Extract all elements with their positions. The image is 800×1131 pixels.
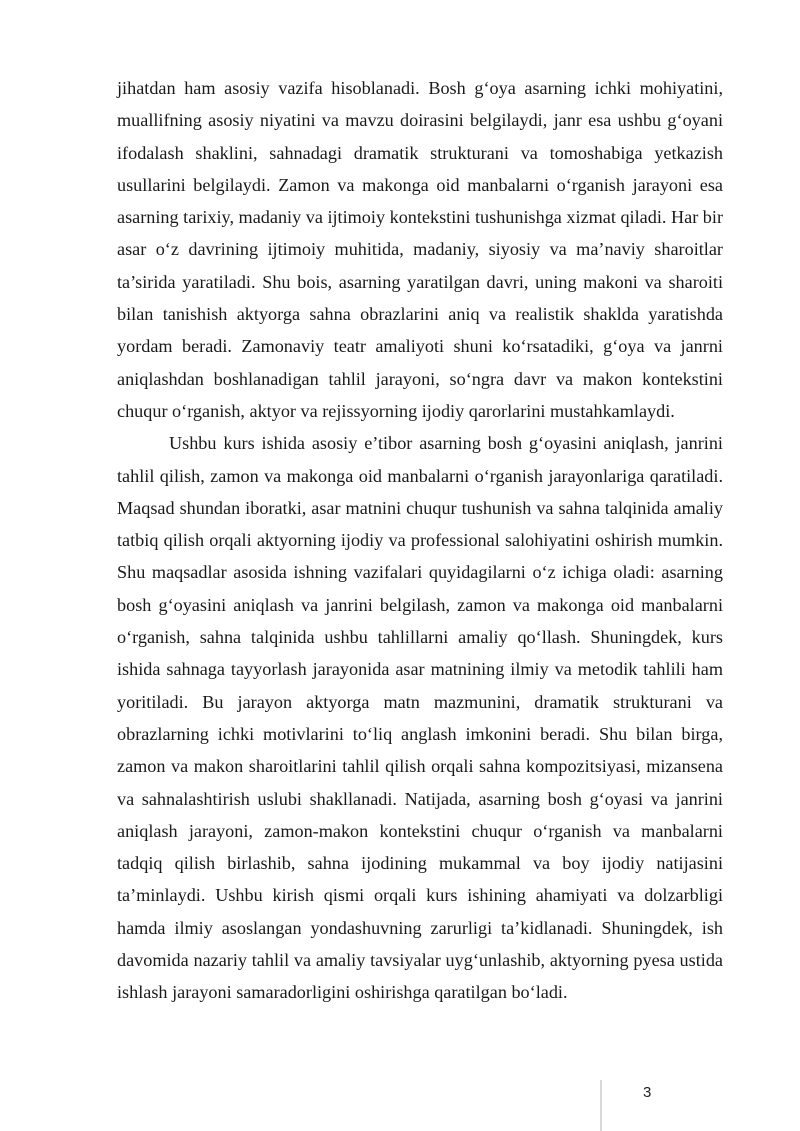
paragraph-2: Ushbu kurs ishida asosiy e’tibor asarning bosh g‘oyasini aniqlash, janrini tahlil qilish, zamon va makonga oid manbalarni o‘rganish jarayonlariga qaratiladi. Maqsad shundan iboratki, asar matnini chuqur tushunish va sahna talqinida amaliy tatbiq qilish orqali aktyorning ijodiy va professional salohiyatini oshirish mumkin. Shu maqsadlar asosida ishning vazifalari quyidagilarni o‘z ichiga oladi: asarning bosh g‘oyasini aniqlash va janrini belgilash, zamon va makonga oid manbalarni o‘rganish, sahna talqinida ushbu tahlillarni amaliy qo‘llash. Shuningdek, kurs ishida sahnaga tayyorlash jarayonida asar matnining ilmiy va metodik tahlili ham yoritiladi. Bu jarayon aktyorga matn mazmunini, dramatik strukturani va obrazlarning ichki motivlarini to‘liq anglash imkonini beradi. Shu bilan birga, zamon va makon sharoitlarini tahlil qilish orqali sahna kompozitsiyasi, mizansena va sahnalashtirish uslubi shakllanadi. Natijada, asarning bosh g‘oyasi va janrini aniqlash jarayoni, zamon-makon kontekstini chuqur o‘rganish va manbalarni tadqiq qilish birlashib, sahna ijodining mukammal va boy ijodiy natijasini ta’minlaydi. Ushbu kirish qismi orqali kurs ishining ahamiyati va dolzarbligi hamda ilmiy asoslangan yondashuvning zarurligi ta’kidlanadi. Shuningdek, ish davomida nazariy tahlil va amaliy tavsiyalar uyg‘unlashib, aktyorning pyesa ustida ishlash jarayoni samaradorligini oshirishga qaratilgan bo‘ladi.	[117, 433, 723, 1003]
body-text	[117, 72, 723, 1009]
footer-divider	[600, 1080, 602, 1131]
page-number: 3	[643, 1084, 652, 1101]
paragraph-1: jihatdan ham asosiy vazifa hisoblanadi. Bosh g‘oya asarning ichki mohiyatini, muallifning asosiy niyatini va mavzu doirasini belgilaydi, janr esa ushbu g‘oyani ifodalash shaklini, sahnadagi dramatik strukturani va tomoshabiga yetkazish usullarini belgilaydi. Zamon va makonga oid manbalarni o‘rganish jarayoni esa asarning tarixiy, madaniy va ijtimoiy kontekstini tushunishga xizmat qiladi. Har bir asar o‘z davrining ijtimoiy muhitida, madaniy, siyosiy va ma’naviy sharoitlar ta’sirida yaratiladi. Shu bois, asarning yaratilgan davri, uning makoni va sharoiti bilan tanishish aktyorga sahna obrazlarini aniq va realistik shaklda yaratishda yordam beradi. Zamonaviy teatr amaliyoti shuni ko‘rsatadiki, g‘oya va janrni aniqlashdan boshlanadigan tahlil jarayoni, so‘ngra davr va makon kontekstini chuqur o‘rganish, aktyor va rejissyorning ijodiy qarorlarini mustahkamlaydi.	[117, 78, 723, 421]
